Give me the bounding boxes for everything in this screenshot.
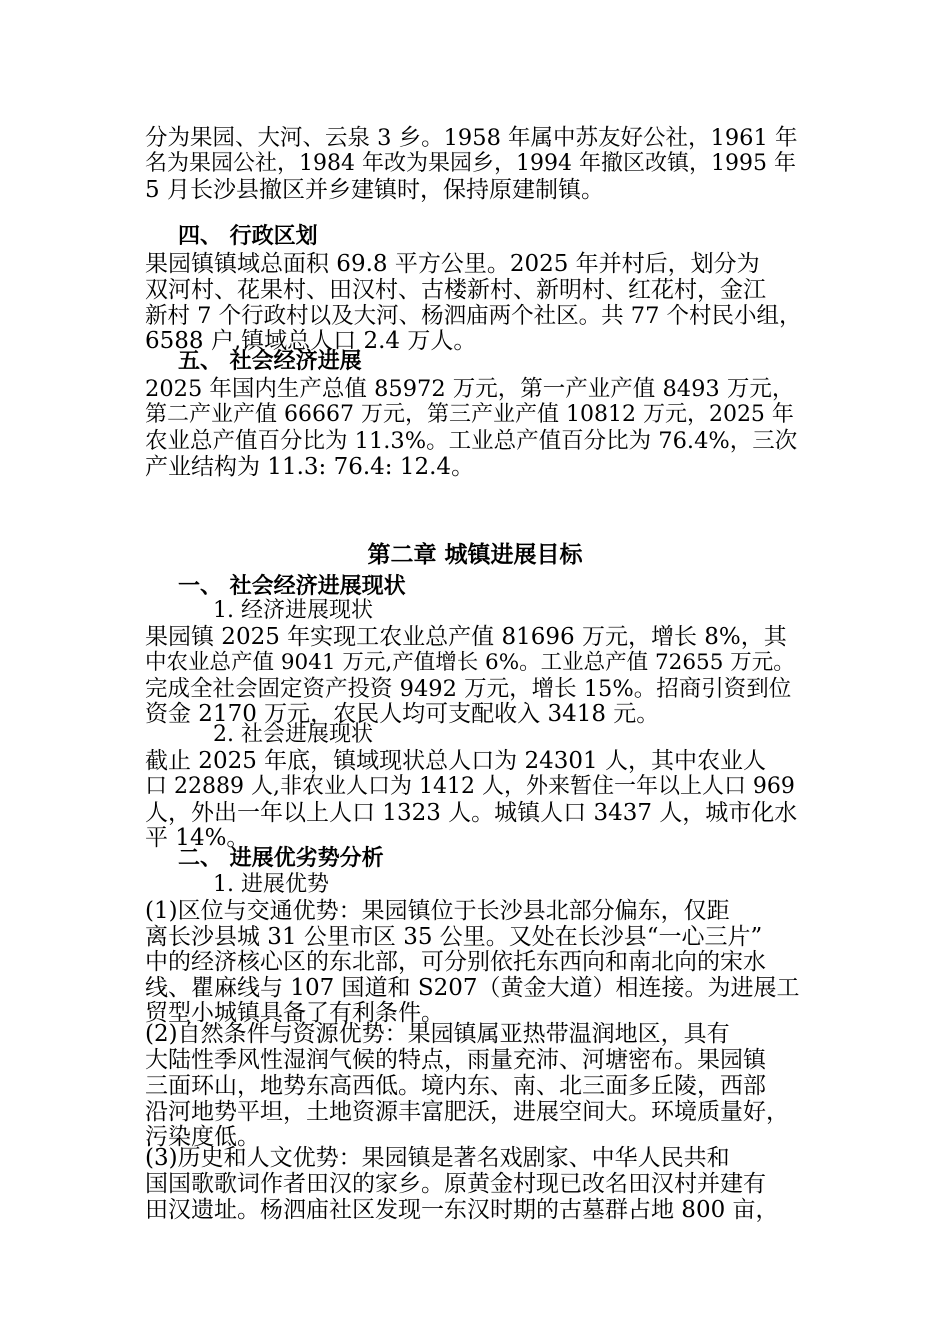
paragraph-line: 国国歌歌词作者田汉的家乡。原黄金村现已改名田汉村并建有 — [145, 1171, 766, 1197]
paragraph-line: 口 22889 人,非农业人口为 1412 人，外来暂住一年以上人口 969 — [145, 774, 795, 799]
section-heading-swot: 二、 进展优劣势分析 — [178, 846, 384, 871]
paragraph-line: 田汉遗址。杨泗庙社区发现一东汉时期的古墓群占地 800 亩， — [145, 1197, 779, 1223]
subsection-label: 1. 进展优势 — [213, 872, 329, 897]
intro-line: 名为果园公社，1984 年改为果园乡，1994 年撤区改镇，1995 年 — [145, 151, 796, 176]
paragraph-line: 中农业总产值 9041 万元,产值增长 6%。工业总产值 72655 万元。 — [145, 650, 795, 675]
paragraph-line: 新村 7 个行政村以及大河、杨泗庙两个社区。共 77 个村民小组， — [145, 303, 802, 329]
paragraph-line: 平 14%。 — [145, 825, 250, 851]
paragraph-line: 资金 2170 万元，农民人均可支配收入 3418 元。 — [145, 701, 660, 727]
paragraph-line: 贸型小城镇具备了有利条件。 — [145, 1000, 444, 1026]
paragraph-line: (3)历史和人文优势：果园镇是著名戏剧家、中华人民共和 — [145, 1145, 730, 1171]
section-heading-socioeconomic: 五、 社会经济进展 — [178, 349, 362, 374]
subsection-label: 1. 经济进展现状 — [213, 598, 373, 623]
paragraph-line: 大陆性季风性湿润气候的特点，雨量充沛、河塘密布。果园镇 — [145, 1047, 766, 1073]
chapter-title: 第二章 城镇进展目标 — [367, 542, 583, 568]
paragraph-line: 沿河地势平坦，土地资源丰富肥沃，进展空间大。环境质量好， — [145, 1099, 789, 1125]
paragraph-line: 2025 年国内生产总值 85972 万元，第一产业产值 8493 万元， — [145, 376, 795, 402]
paragraph-line: 产业结构为 11.3: 76.4: 12.4。 — [145, 454, 475, 480]
paragraph-line: 农业总产值百分比为 11.3%。工业总产值百分比为 76.4%，三次 — [145, 428, 798, 454]
intro-line: 分为果园、大河、云泉 3 乡。1958 年属中苏友好公社，1961 年 — [145, 125, 798, 151]
paragraph-line: (1)区位与交通优势：果园镇位于长沙县北部分偏东，仅距 — [145, 898, 730, 924]
paragraph-line: (2)自然条件与资源优势：果园镇属亚热带温润地区，具有 — [145, 1021, 730, 1047]
paragraph-line: 果园镇镇域总面积 69.8 平方公里。2025 年并村后，划分为 — [145, 251, 760, 277]
paragraph-line: 线、瞿麻线与 107 国道和 S207（黄金大道）相连接。为进展工 — [145, 975, 800, 1001]
paragraph-line: 完成全社会固定资产投资 9492 万元，增长 15%。招商引资到位 — [145, 676, 792, 702]
paragraph-line: 双河村、花果村、田汉村、古楼新村、新明村、红花村，金江 — [145, 277, 766, 303]
paragraph-line: 污染度低。 — [145, 1124, 260, 1150]
paragraph-line: 截止 2025 年底，镇域现状总人口为 24301 人，其中农业人 — [145, 748, 766, 774]
paragraph-line: 第二产业产值 66667 万元，第三产业产值 10812 万元，2025 年 — [145, 402, 794, 427]
paragraph-line: 果园镇 2025 年实现工农业总产值 81696 万元，增长 8%，其 — [145, 624, 787, 650]
intro-line: 5 月长沙县撤区并乡建镇时，保持原建制镇。 — [145, 177, 604, 203]
paragraph-line: 三面环山，地势东高西低。境内东、南、北三面多丘陵，西部 — [145, 1073, 766, 1099]
section-heading-status: 一、 社会经济进展现状 — [178, 574, 406, 599]
paragraph-line: 6588 户,镇域总人口 2.4 万人。 — [145, 328, 477, 354]
paragraph-line: 离长沙县城 31 公里市区 35 公里。又处在长沙县“一心三片” — [145, 924, 763, 950]
subsection-label: 2. 社会进展现状 — [213, 722, 373, 747]
paragraph-line: 人，外出一年以上人口 1323 人。城镇人口 3437 人，城市化水 — [145, 800, 798, 826]
paragraph-line: 中的经济核心区的东北部，可分别依托东西向和南北向的宋水 — [145, 949, 766, 975]
section-heading-admin-division: 四、 行政区划 — [178, 224, 318, 249]
